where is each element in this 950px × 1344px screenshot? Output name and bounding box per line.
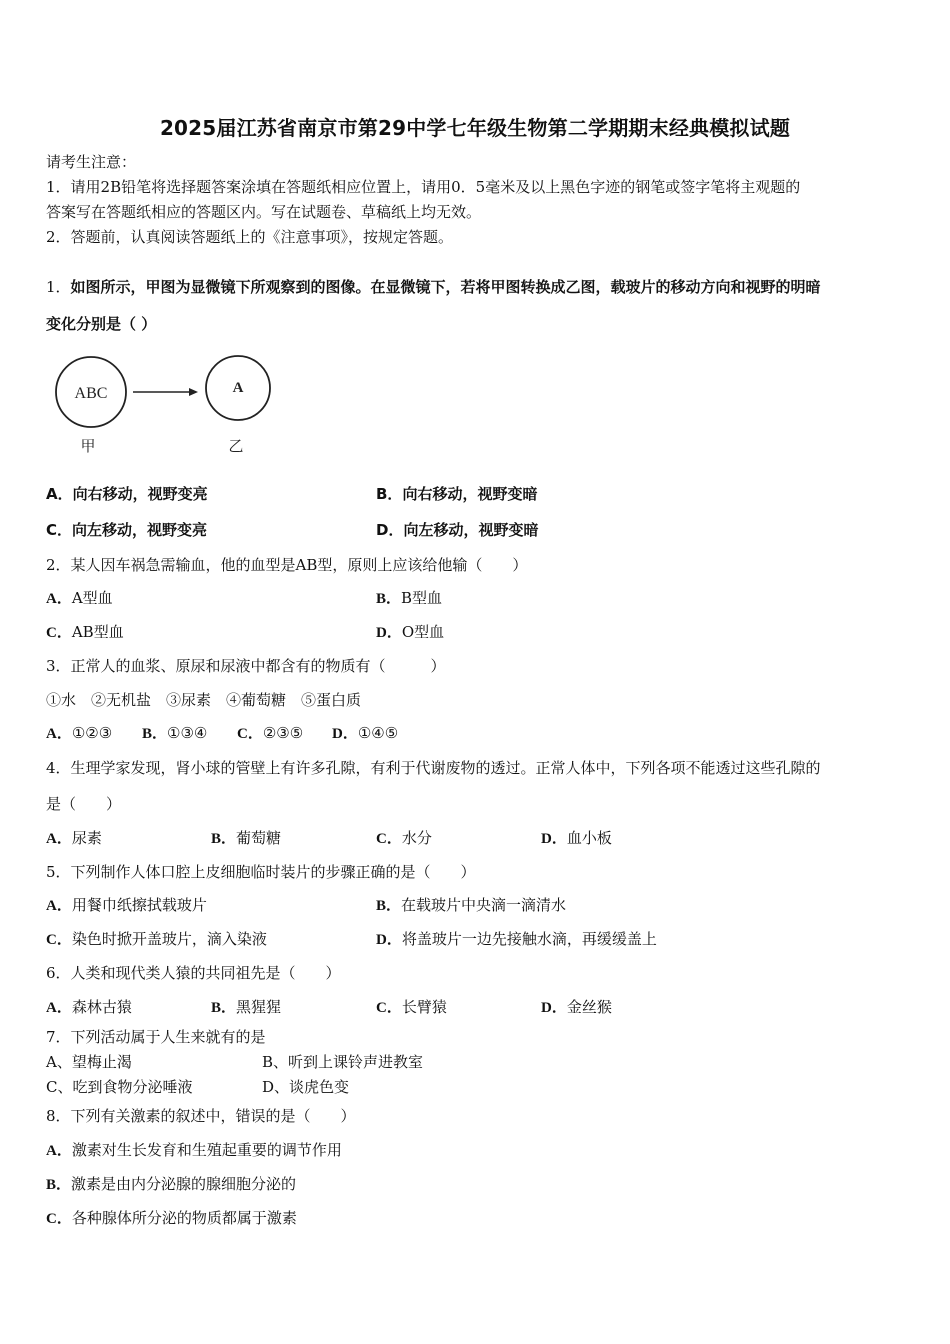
q4-option-b-text: 葡萄糖 [236,829,282,847]
q5-option-c-text: 染色时掀开盖玻片，滴入染液 [71,930,267,948]
q8-option-b-letter: B． [46,1177,72,1193]
q4-option-b-letter: B． [211,831,237,847]
q4-option-c-text: 水分 [401,829,432,847]
q4-stem-line-2: 是（ ） [46,795,122,813]
notice-heading: 请考生注意： [46,153,137,171]
q2-option-d-text: O型血 [401,623,445,641]
q2-option-a-letter: A． [46,591,72,607]
q8-option-a-text: 激素对生长发育和生殖起重要的调节作用 [71,1141,342,1159]
q1-stem-line-1 [46,277,821,297]
q2-option-b-letter: B． [376,591,402,607]
q5-option-b-text: 在载玻片中央滴一滴清水 [401,896,567,914]
q2-stem: 2．某人因车祸急需输血，他的血型是AB型，原则上应该给他输（ ） [46,556,528,574]
q3-option-d-letter: D． [332,726,358,742]
q3-option-c-text: ②③⑤ [262,724,304,742]
q2-option-d-letter: D． [376,625,402,641]
q1-number: 1． [46,278,71,296]
q6-option-c [376,997,447,1018]
q3-items: ①水 ②无机盐 ③尿素 ④葡萄糖 ⑤蛋白质 [46,691,362,709]
q1-option-c [46,520,207,540]
q1-option-c-letter: C． [46,521,73,539]
q6-option-a-letter: A． [46,1000,72,1016]
q5-option-b [376,895,566,916]
q3-option-c [237,723,303,744]
figure-left-text: ABC [74,385,108,402]
figure-right-text: A [232,380,244,396]
q6-option-d-text: 金丝猴 [566,998,612,1016]
q6-option-a [46,997,132,1018]
q6-option-d [541,997,612,1018]
q6-option-b [211,997,281,1018]
q2-option-b-text: B型血 [401,589,443,607]
q8-stem: 8．下列有关激素的叙述中，错误的是（ ） [46,1107,356,1125]
page-title: 2025届江苏省南京市第29中学七年级生物第二学期期末经典模拟试题 [159,116,791,140]
q2-option-a [46,588,113,609]
q3-stem: 3．正常人的血浆、原尿和尿液中都含有的物质有（ ） [46,657,446,675]
q3-option-b-text: ①③④ [167,724,208,742]
q1-text-1: 如图所示，甲图为显微镜下所观察到的图像。在显微镜下，若将甲图转换成乙图，载玻片的移动方向和视野的明暗 [70,278,821,296]
q7-option-c: C、吃到食物分泌唾液 [46,1078,193,1096]
q5-option-a-text: 用餐巾纸擦拭载玻片 [71,896,207,914]
q2-option-c [46,622,124,643]
q6-option-b-letter: B． [211,1000,237,1016]
q3-option-a-text: ①②③ [71,724,113,742]
q1-option-d-text: 向左移动，视野变暗 [403,521,539,539]
q1-option-d-letter: D． [376,521,404,539]
q4-option-a-letter: A． [46,831,72,847]
q8-option-b [46,1174,296,1195]
q1-stem-line-2: 变化分别是（ ） [46,315,157,333]
notice-line-2: 答案写在答题纸相应的答题区内。写在试题卷、草稿纸上均无效。 [46,203,482,221]
q5-option-d-letter: D． [376,932,402,948]
q3-option-b-letter: B． [142,726,168,742]
q6-option-d-letter: D． [541,1000,567,1016]
q4-option-d [541,828,612,849]
q6-option-b-text: 黑猩猩 [236,998,282,1016]
q1-option-a-letter: A． [46,485,73,503]
q7-option-b: B、听到上课铃声进教室 [262,1053,424,1071]
arrow-head [189,388,198,396]
q4-option-c [376,828,432,849]
q1-option-a-text: 向右移动，视野变亮 [72,485,208,503]
q3-option-d [332,723,398,744]
q1-option-a [46,484,208,504]
q4-option-a-text: 尿素 [71,829,102,847]
q4-stem-line-1: 4．生理学家发现，肾小球的管壁上有许多孔隙，有利于代谢废物的透过。正常人体中，下列各项不能透过这些孔隙的 [46,759,821,777]
q4-option-a [46,828,102,849]
q5-stem: 5．下列制作人体口腔上皮细胞临时装片的步骤正确的是（ ） [46,863,476,881]
q5-option-a [46,895,207,916]
microscope-figure [46,348,286,464]
q8-option-c-letter: C． [46,1211,72,1227]
q2-option-b [376,588,442,609]
q8-option-a [46,1140,342,1161]
q6-option-c-letter: C． [376,1000,402,1016]
q4-option-c-letter: C． [376,831,402,847]
q1-option-c-text: 向左移动，视野变亮 [72,521,208,539]
q3-option-d-text: ①④⑤ [357,724,399,742]
q6-stem: 6．人类和现代类人猿的共同祖先是（ ） [46,964,341,982]
q5-option-d-text: 将盖玻片一边先接触水滴，再缓缓盖上 [401,930,657,948]
q7-option-d: D、谈虎色变 [262,1078,350,1096]
q2-option-a-text: A型血 [71,589,113,607]
notice-line-3: 2．答题前，认真阅读答题纸上的《注意事项》，按规定答题。 [46,228,454,246]
q1-option-b-text: 向右移动，视野变暗 [402,485,538,503]
q4-option-d-letter: D． [541,831,567,847]
q8-option-b-text: 激素是由内分泌腺的腺细胞分泌的 [71,1175,297,1193]
q5-option-a-letter: A． [46,898,72,914]
q3-option-a-letter: A． [46,726,72,742]
q1-option-b-letter: B． [376,485,403,503]
q8-option-c [46,1208,297,1229]
q6-option-a-text: 森林古猿 [71,998,132,1016]
q3-option-b [142,723,207,744]
q5-option-d [376,929,657,950]
q7-option-a: A、望梅止渴 [46,1053,132,1071]
figure-label-jia: 甲 [80,439,96,455]
q3-option-c-letter: C． [237,726,263,742]
q8-option-c-text: 各种腺体所分泌的物质都属于激素 [71,1209,297,1227]
q6-option-c-text: 长臂猿 [401,998,447,1016]
q8-option-a-letter: A． [46,1143,72,1159]
q1-option-b [376,484,537,504]
figure-label-yi: 乙 [228,439,244,455]
q1-option-d [376,520,538,540]
q5-option-c-letter: C． [46,932,72,948]
q3-option-a [46,723,112,744]
q5-option-b-letter: B． [376,898,402,914]
q2-option-d [376,622,444,643]
q7-stem: 7．下列活动属于人生来就有的是 [46,1028,266,1046]
q2-option-c-letter: C． [46,625,72,641]
q2-option-c-text: AB型血 [71,623,124,641]
q4-option-b [211,828,281,849]
q4-option-d-text: 血小板 [566,829,612,847]
q5-option-c [46,929,267,950]
notice-line-1: 1．请用2B铅笔将选择题答案涂填在答题纸相应位置上，请用0．5毫米及以上黑色字迹的钢笔或签字笔将主观题的 [46,178,801,196]
